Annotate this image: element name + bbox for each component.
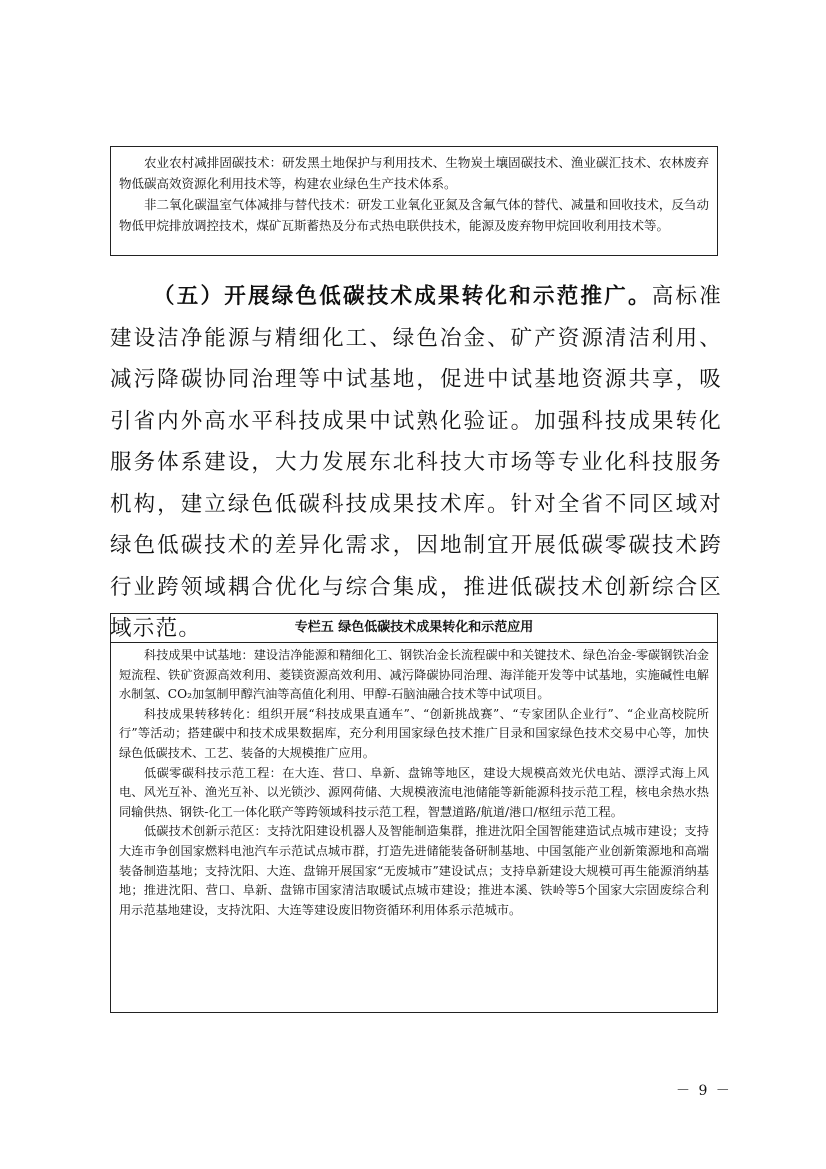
page-number: － 9 － xyxy=(676,1083,732,1099)
column-paragraph-pilot-bases: 科技成果中试基地：建设洁净能源和精细化工、钢铁冶金长流程碳中和关键技术、绿色冶金-零碳钢铁冶金短流程、铁矿资源高效利用、菱镁资源高效利用、减污降碳协同治理、海洋能开发等中试基地，实施碱性电解水制氢、CO₂加氢制甲醇汽油等高值化利用、甲醇-石脑油融合技术等中试项目。 xyxy=(119,648,709,702)
column-paragraph-demo-projects: 低碳零碳科技示范工程：在大连、营口、阜新、盘锦等地区，建设大规模高效光伏电站、漂浮式海上风电、风光互补、渔光互补、以光锁沙、源网荷储、大规模液流电池储能等新能源科技示范工程，核电余热水热同输供热、钢铁-化工一体化联产等跨领域科技示范工程，智慧道路/航道/港口/枢纽示范工程。 xyxy=(119,765,709,819)
top-box-paragraph: 非二氧化碳温室气体减排与替代技术：研发工业氧化亚氮及含氟气体的替代、减量和回收技术，反刍动物低甲烷排放调控技术，煤矿瓦斯蓄热及分布式热电联供技术，能源及废弃物甲烷回收利用技术等。 xyxy=(119,197,709,233)
top-text-box xyxy=(110,146,718,256)
column-box-content xyxy=(111,643,717,920)
column-paragraph-demo-zones: 低碳技术创新示范区：支持沈阳建设机器人及智能制造集群，推进沈阳全国智能建造试点城市建设；支持大连市争创国家燃料电池汽车示范试点城市群，打造先进储能装备研制基地、中国氢能产业创新策源地和高端装备制造基地；支持沈阳、大连、盘锦开展国家“无废城市”建设试点；支持阜新建设大规模可再生能源消纳基地；推进沈阳、营口、阜新、盘锦市国家清洁取暖试点城市建设；推进本溪、铁岭等5个国家大宗固废综合利用示范基地建设，支持沈阳、大连等建设废旧物资循环利用体系示范城市。 xyxy=(119,824,709,917)
section-five xyxy=(110,276,722,650)
top-box-paragraph: 农业农村减排固碳技术：研发黑土地保护与利用技术、生物炭土壤固碳技术、渔业碳汇技术、农林废弃物低碳高效资源化利用技术等，构建农业绿色生产技术体系。 xyxy=(119,155,709,191)
section-body: 高标准建设洁净能源与精细化工、绿色冶金、矿产资源清洁利用、减污降碳协同治理等中试基地，促进中试基地资源共享，吸引省内外高水平科技成果中试熟化验证。加强科技成果转化服务体系建设，大力发展东北科技大市场等专业化科技服务机构，建立绿色低碳科技成果技术库。针对全省不同区域对绿色低碳技术的差异化需求，因地制宜开展低碳零碳技术跨行业跨领域耦合优化与综合集成，推进低碳技术创新综合区域示范。 xyxy=(110,284,722,641)
section-paragraph xyxy=(110,276,722,650)
column-box-five xyxy=(110,613,718,1013)
column-paragraph-transfer: 科技成果转移转化：组织开展“科技成果直通车”、“创新挑战赛”、“专家团队企业行”、“企业高校院所行”等活动；搭建碳中和技术成果数据库，充分利用国家绿色技术推广目录和国家绿色技术交易中心等，加快绿色低碳技术、工艺、装备的大规模推广应用。 xyxy=(119,706,709,760)
column-box-title: 专栏五 绿色低碳技术成果转化和示范应用 xyxy=(111,614,717,643)
section-heading: （五）开展绿色低碳技术成果转化和示范推广。 xyxy=(153,284,652,309)
